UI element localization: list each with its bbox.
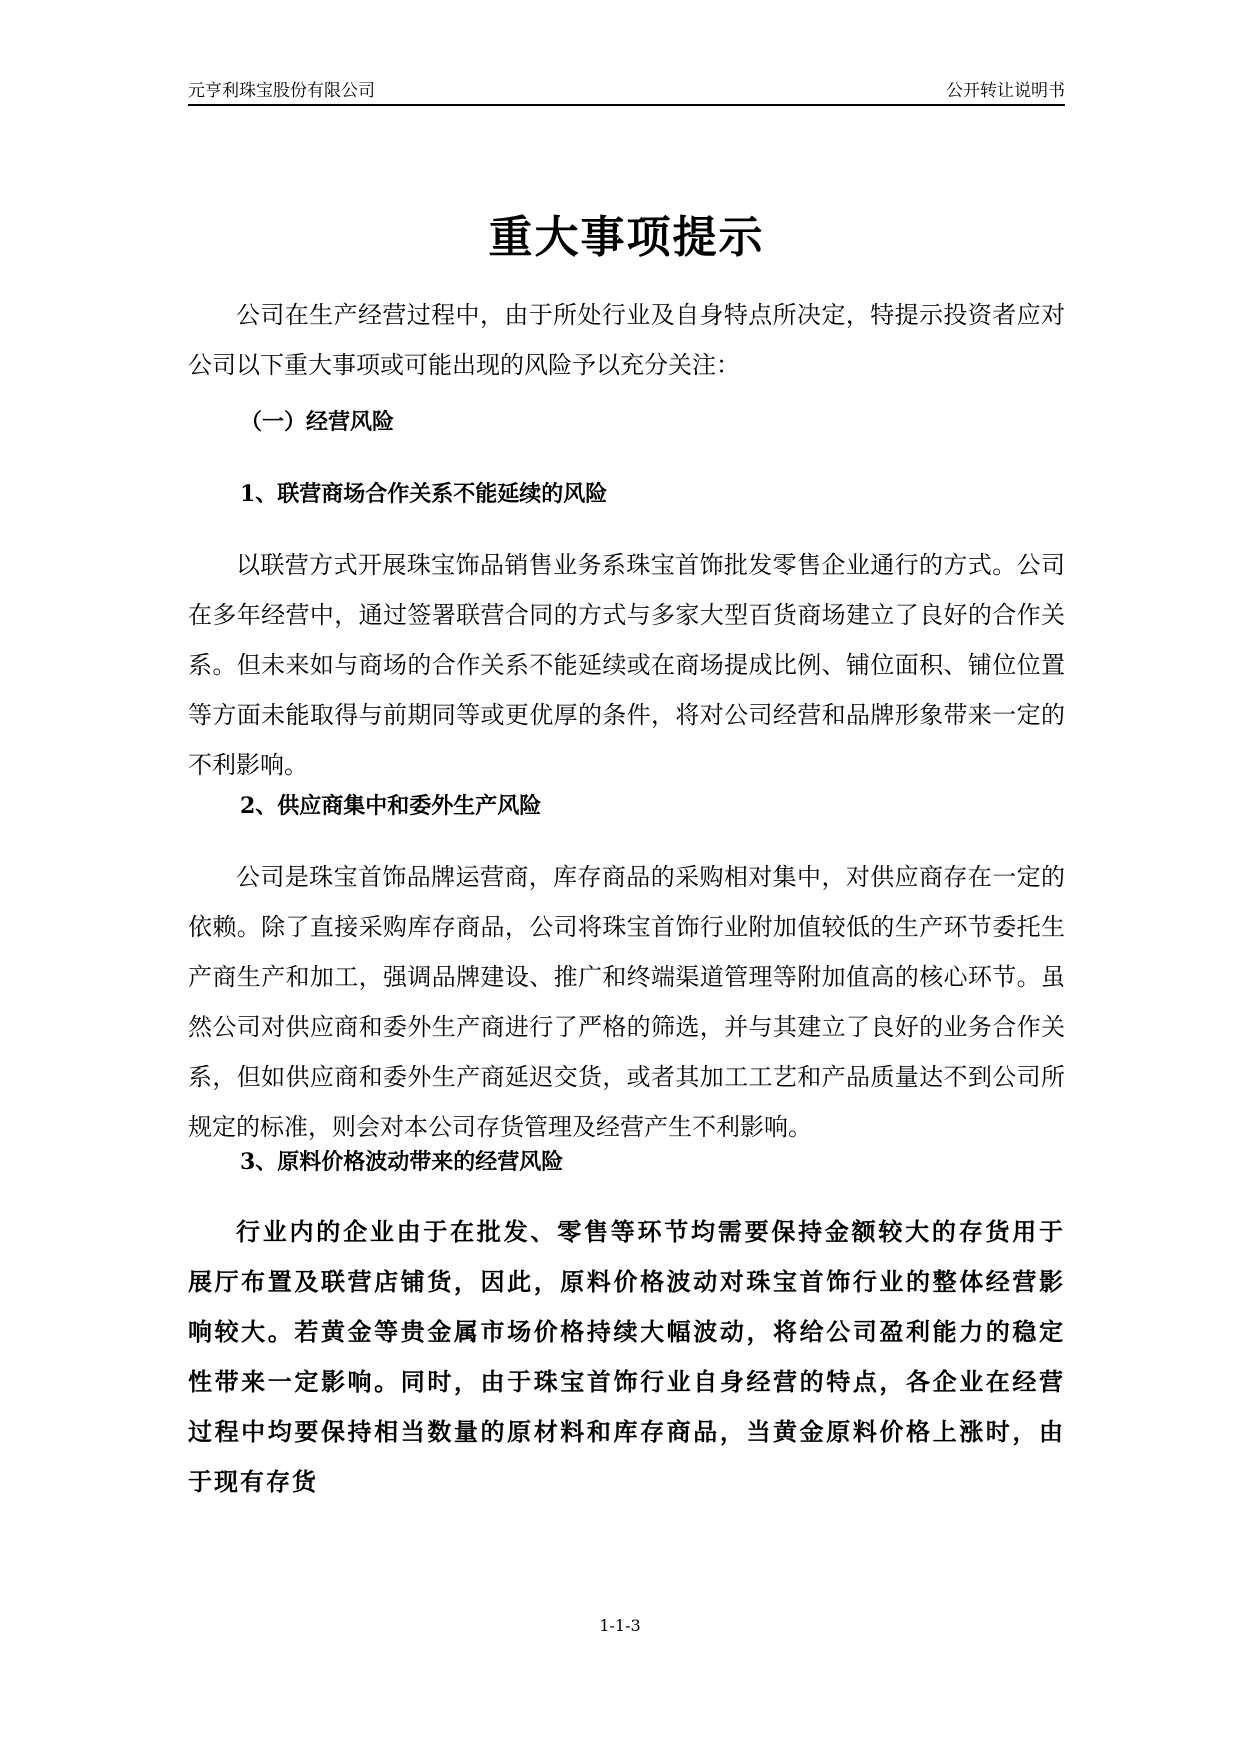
- risk2-paragraph: 公司是珠宝首饰品牌运营商，库存商品的采购相对集中，对供应商存在一定的依赖。除了直接采购库存商品，公司将珠宝首饰行业附加值较低的生产环节委托生产商生产和加工，强调品牌建设、推广和终端渠道管理等附加值高的核心环节。虽然公司对供应商和委外生产商进行了严格的筛选，并与其建立了良好的业务合作关系，但如供应商和委外生产商延迟交货，或者其加工工艺和产品质量达不到公司所规定的标准，则会对本公司存货管理及经营产生不利影响。: [188, 863, 1065, 1141]
- header-document-title: 公开转让说明书: [946, 81, 1065, 101]
- intro-paragraph: 公司在生产经营过程中，由于所处行业及自身特点所决定，特提示投资者应对公司以下重大事项或可能出现的风险予以充分关注：: [188, 301, 1065, 379]
- header-company-name: 元亨利珠宝股份有限公司: [188, 81, 375, 101]
- risk3-heading: 3、原料价格波动带来的经营风险: [240, 1149, 564, 1175]
- risk2-heading: 2、供应商集中和委外生产风险: [240, 793, 542, 819]
- section-heading-operating-risk: （一）经营风险: [240, 409, 395, 435]
- risk1-heading: 1、联营商场合作关系不能延续的风险: [240, 481, 608, 507]
- risk3-paragraph: 行业内的企业由于在批发、零售等环节均需要保持金额较大的存货用于展厅布置及联营店铺货，因此，原料价格波动对珠宝首饰行业的整体经营影响较大。若黄金等贵金属市场价格持续大幅波动，将给公司盈利能力的稳定性带来一定影响。同时，由于珠宝首饰行业自身经营的特点，各企业在经营过程中均要保持相当数量的原材料和库存商品，当黄金原料价格上涨时，由于现有存货: [188, 1217, 1065, 1496]
- page-number: 1-1-3: [599, 1616, 641, 1635]
- risk1-paragraph: 以联营方式开展珠宝饰品销售业务系珠宝首饰批发零售企业通行的方式。公司在多年经营中，通过签署联营合同的方式与多家大型百货商场建立了良好的合作关系。但未来如与商场的合作关系不能延续或在商场提成比例、铺位面积、铺位位置等方面未能取得与前期同等或更优厚的条件，将对公司经营和品牌形象带来一定的不利影响。: [188, 551, 1065, 779]
- page-title: 重大事项提示: [488, 212, 765, 263]
- page-header: [188, 72, 1065, 106]
